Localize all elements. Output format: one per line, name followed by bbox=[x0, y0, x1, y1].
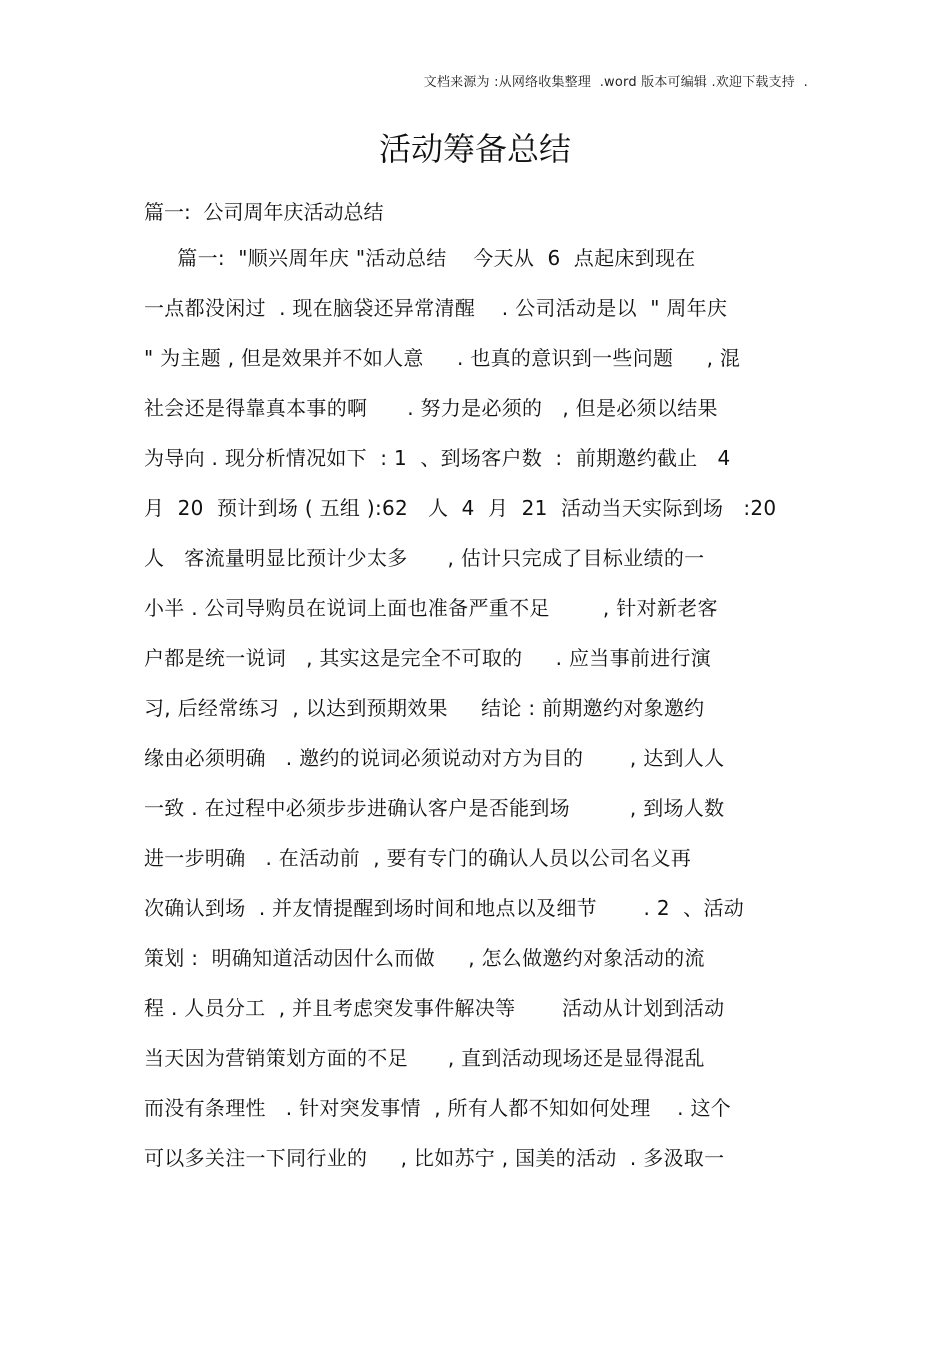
body-line: 进一步明确 . 在活动前 , 要有专门的确认人员以公司名义再 bbox=[144, 846, 692, 870]
body-line: 社会还是得靠真本事的啊 . 努力是必须的 , 但是必须以结果 bbox=[144, 396, 718, 420]
body-line: 当天因为营销策划方面的不足 , 直到活动现场还是显得混乱 bbox=[144, 1046, 705, 1070]
body-line: 人 客流量明显比预计少太多 , 估计只完成了目标业绩的一 bbox=[144, 546, 705, 570]
source-note: 文档来源为 :从网络收集整理 .word 版本可编辑 .欢迎下载支持 . bbox=[423, 75, 808, 90]
body-line: 程 . 人员分工 , 并且考虑突发事件解决等 活动从计划到活动 bbox=[144, 996, 725, 1020]
document-title: 活动筹备总结 bbox=[378, 130, 571, 168]
body-line: 月 20 预计到场 ( 五组 ):62 人 4 月 21 活动当天实际到场 :20 bbox=[144, 496, 777, 520]
body-line: 次确认到场 . 并友情提醒到场时间和地点以及细节 . 2 、活动 bbox=[144, 896, 745, 920]
body-line: 一致 . 在过程中必须步步进确认客户是否能到场 , 到场人数 bbox=[144, 796, 725, 820]
body-line: 而没有条理性 . 针对突发事情 , 所有人都不知如何处理 . 这个 bbox=[144, 1096, 732, 1120]
body-text bbox=[144, 240, 824, 1190]
body-line: 小半 . 公司导购员在说词上面也准备严重不足 , 针对新老客 bbox=[144, 596, 718, 620]
body-line: 可以多关注一下同行业的 , 比如苏宁 , 国美的活动 . 多汲取一 bbox=[144, 1146, 725, 1170]
body-line: 习, 后经常练习 , 以达到预期效果 结论 : 前期邀约对象邀约 bbox=[144, 696, 705, 720]
body-line: 缘由必须明确 . 邀约的说词必须说动对方为目的 , 达到人人 bbox=[144, 746, 725, 770]
body-line: 篇一: "顺兴周年庆 "活动总结 今天从 6 点起床到现在 bbox=[144, 246, 696, 270]
body-line: 为导向 . 现分析情况如下 : 1 、到场客户数 : 前期邀约截止 4 bbox=[144, 446, 731, 470]
section-heading: 篇一: 公司周年庆活动总结 bbox=[144, 200, 384, 224]
body-line: 策划 : 明确知道活动因什么而做 , 怎么做邀约对象活动的流 bbox=[144, 946, 705, 970]
body-line: 一点都没闲过 . 现在脑袋还异常清醒 . 公司活动是以 " 周年庆 bbox=[144, 296, 728, 320]
body-line: " 为主题 , 但是效果并不如人意 . 也真的意识到一些问题 , 混 bbox=[144, 346, 741, 370]
body-line: 户都是统一说词 , 其实这是完全不可取的 . 应当事前进行演 bbox=[144, 646, 712, 670]
